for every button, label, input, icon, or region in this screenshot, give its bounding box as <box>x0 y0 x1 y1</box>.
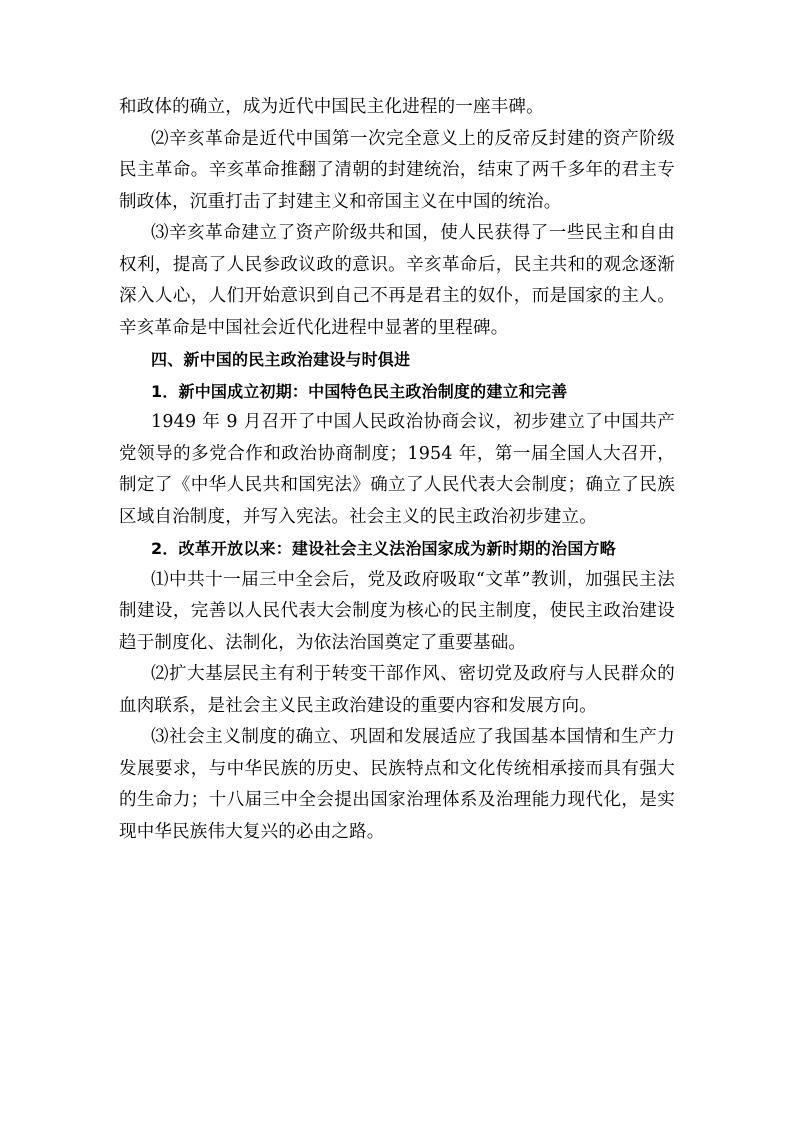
paragraph-reform-1: ⑴中共十一届三中全会后，党及政府吸取“文革”教训，加强民主法制建设，完善以人民代表大会制度为核心的民主制度，使民主政治建设趋于制度化、法制化，为依法治国奠定了重要基础。 <box>119 569 675 653</box>
paragraph-continuation: 和政体的确立，成为近代中国民主化进程的一座丰碑。 <box>119 97 544 117</box>
paragraph-early-prc: 1949 年 9 月召开了中国人民政治协商会议，初步建立了中国共产党领导的多党合作和政治协商制度；1954 年，第一届全国人大召开，制定了《中华人民共和国宪法》确立了人民代表大会制度；确立了民族区域自治制度，并写入宪法。社会主义的民主政治初步建立。 <box>119 412 675 527</box>
section-heading: 四、新中国的民主政治建设与时俱进 <box>151 350 411 369</box>
subsection-heading-1: 1．新中国成立初期：中国特色民主政治制度的建立和完善 <box>151 381 568 401</box>
paragraph-reform-3: ⑶社会主义制度的确立、巩固和发展适应了我国基本国情和生产力发展要求，与中华民族的历史、民族特点和文化传统相承接而具有强大的生命力；十八届三中全会提出国家治理体系及治理能力现代化，是实现中华民族伟大复兴的必由之路。 <box>119 727 675 842</box>
subsection-heading-2: 2．改革开放以来：建设社会主义法治国家成为新时期的治国方略 <box>151 539 616 558</box>
paragraph-reform-2: ⑵扩大基层民主有利于转变干部作风、密切党及政府与人民群众的血肉联系，是社会主义民主政治建设的重要内容和发展方向。 <box>119 664 675 716</box>
paragraph-xinhai-significance-3: ⑶辛亥革命建立了资产阶级共和国，使人民获得了一些民主和自由权利，提高了人民参政议政的意识。辛亥革命后，民主共和的观念逐渐深入人心，人们开始意识到自己不再是君主的奴仆，而是国家的主人。辛亥革命是中国社会近代化进程中显著的里程碑。 <box>119 223 675 338</box>
document-body <box>119 92 675 848</box>
paragraph-xinhai-significance-2: ⑵辛亥革命是近代中国第一次完全意义上的反帝反封建的资产阶级民主革命。辛亥革命推翻了清朝的封建统治，结束了两千多年的君主专制政体，沉重打击了封建主义和帝国主义在中国的统治。 <box>119 128 675 212</box>
